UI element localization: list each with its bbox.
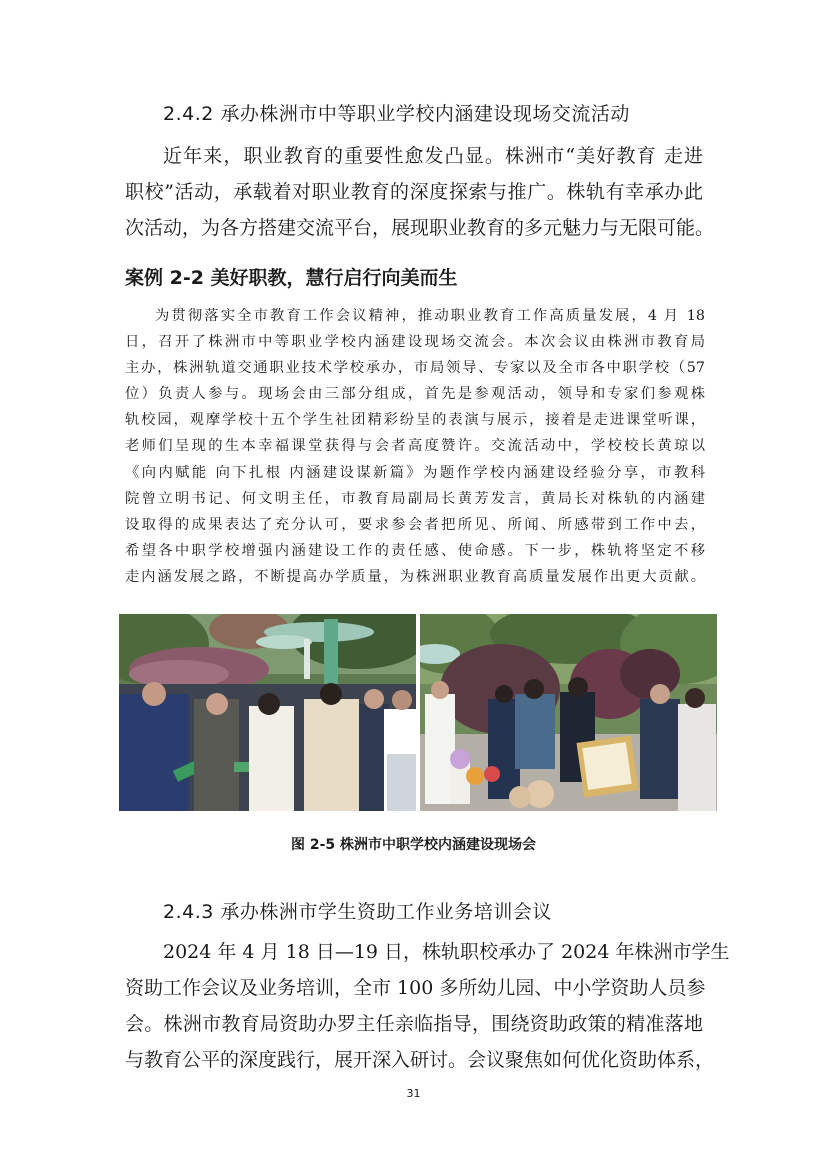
- paragraph-line: 职校”活动，承载着对职业教育的深度探索与推广。株轨有幸承办此: [125, 181, 703, 203]
- case-line: 为贯彻落实全市教育工作会议精神，推动职业教育工作高质量发展，4 月 18: [155, 308, 705, 324]
- case-line: 主办，株洲轨道交通职业技术学校承办，市局领导、专家以及全市各中职学校（57: [125, 360, 705, 377]
- case-line: 位）负责人参与。现场会由三部分组成，首先是参观活动，领导和专家们参观株: [125, 386, 705, 403]
- event-photo-right: [420, 614, 717, 811]
- case-line: 设取得的成果表达了充分认可，要求参会者把所见、所闻、所感带到工作中去，: [125, 516, 705, 533]
- paragraph-line: 与教育公平的深度践行，展开深入研讨。会议聚焦如何优化资助体系，: [125, 1049, 715, 1071]
- section-2-4-2-paragraph: [125, 138, 715, 246]
- figure-photos: [119, 614, 717, 811]
- figure-caption: 图 2-5 株洲市中职学校内涵建设现场会: [290, 837, 537, 853]
- case-paragraph: [125, 303, 705, 590]
- case-line: 希望各中职学校增强内涵建设工作的责任感、使命感。下一步，株轨将坚定不移: [125, 542, 705, 559]
- case-line: 《向内赋能 向下扎根 内涵建设谋新篇》为题作学校内涵建设经验分享，市教科: [125, 464, 705, 481]
- case-line: 院曾立明书记、何文明主任，市教育局副局长黄芳发言，黄局长对株轨的内涵建: [125, 490, 705, 507]
- section-heading-2-4-2: 2.4.2 承办株洲市中等职业学校内涵建设现场交流活动: [163, 103, 630, 125]
- case-line: 轨校园，观摩学校十五个学生社团精彩纷呈的表演与展示，接着是走进课堂听课，: [125, 412, 705, 429]
- case-line: 日，召开了株洲市中等职业学校内涵建设现场交流会。本次会议由株洲市教育局: [125, 334, 705, 351]
- case-line: 走内涵发展之路，不断提高办学质量，为株洲职业教育高质量发展作出更大贡献。: [125, 568, 705, 585]
- paragraph-line: 次活动，为各方搭建交流平台，展现职业教育的多元魅力与无限可能。: [125, 217, 715, 239]
- case-line: 老师们呈现的生本幸福课堂获得与会者高度赞许。交流活动中，学校校长黄琼以: [125, 438, 705, 455]
- paragraph-line: 资助工作会议及业务培训，全市 100 多所幼儿园、中小学资助人员参: [125, 977, 706, 999]
- paragraph-line: 近年来，职业教育的重要性愈发凸显。株洲市“美好教育 走进: [163, 145, 703, 167]
- paragraph-line: 2024 年 4 月 18 日—19 日，株轨职校承办了 2024 年株洲市学生: [163, 941, 730, 963]
- paragraph-line: 会。株洲市教育局资助办罗主任亲临指导，围绕资助政策的精准落地: [125, 1013, 703, 1035]
- event-photo-left: [119, 614, 416, 811]
- case-title: 案例 2-2 美好职教，慧行启行向美而生: [125, 267, 458, 289]
- page-number: 31: [406, 1087, 421, 1100]
- section-heading-2-4-3: 2.4.3 承办株洲市学生资助工作业务培训会议: [163, 901, 552, 923]
- section-2-4-3-paragraph: [125, 934, 730, 1078]
